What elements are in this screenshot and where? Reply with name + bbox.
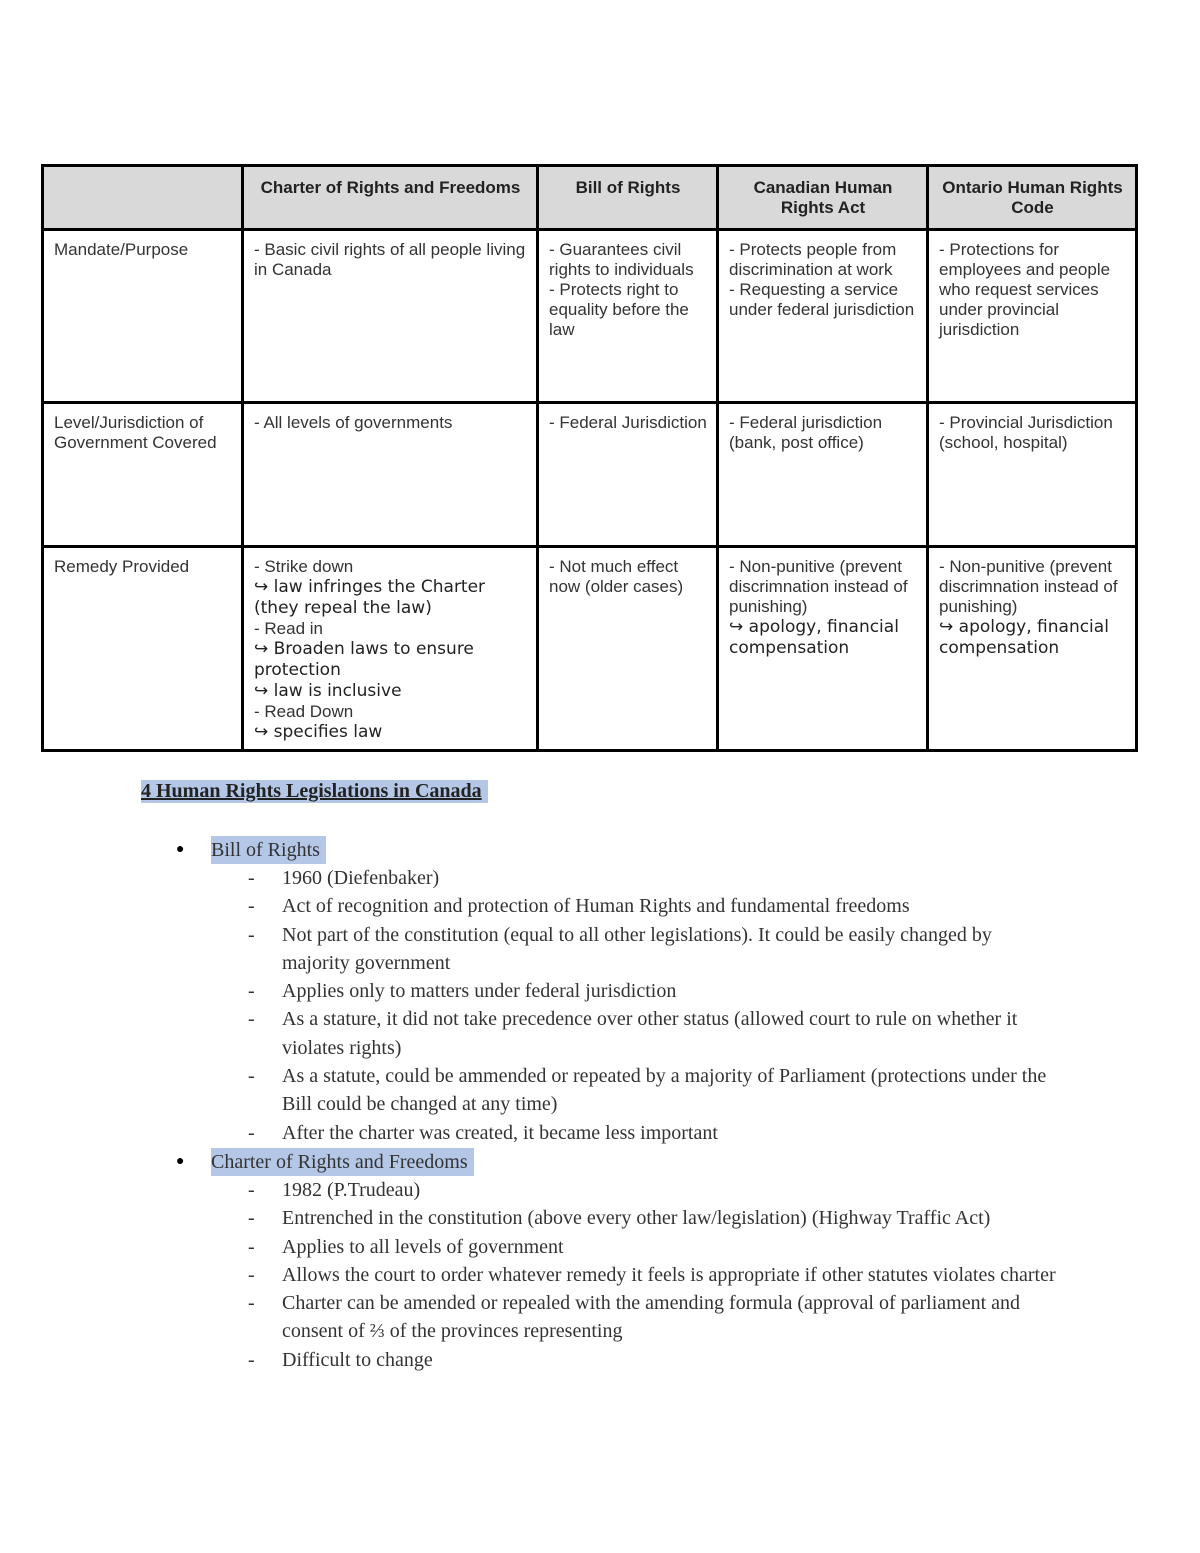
table-cell: [928, 230, 1137, 403]
table-header-row: [43, 166, 1137, 230]
cell-line: ↪ apology, financial compensation: [939, 617, 1109, 658]
list-item-text: As a statute, could be ammended or repeated by a majority of Parliament (protections under the Bill could be changed at any time): [282, 1065, 1047, 1116]
cell-line: ↪ apology, financial compensation: [729, 617, 899, 658]
table-cell: [718, 230, 928, 403]
dash-icon: -: [248, 895, 255, 918]
list-item: [172, 892, 1062, 920]
charter-label: Charter of Rights and Freedoms: [211, 1148, 474, 1176]
list-item: [172, 1119, 1062, 1147]
cell-line: - Not much effect now (older cases): [549, 557, 684, 596]
dash-icon: -: [248, 1008, 255, 1031]
list-item: [172, 1062, 1062, 1119]
row-label: Remedy Provided: [43, 547, 243, 751]
header-ontario-human-rights-code: Ontario Human Rights Code: [928, 166, 1137, 230]
list-item: [172, 1289, 1062, 1346]
legislation-comparison-table: [41, 164, 1138, 752]
list-item: [172, 1176, 1062, 1204]
list-item: [172, 1204, 1062, 1232]
section-title: 4 Human Rights Legislations in Canada: [141, 780, 488, 803]
table-cell: [538, 547, 718, 751]
dash-icon: -: [248, 867, 255, 889]
dash-icon: -: [248, 1292, 255, 1315]
bullet-icon: ●: [176, 1154, 185, 1169]
table-cell: [928, 403, 1137, 547]
cell-line: - Non-punitive (prevent discrimnation instead of punishing): [939, 557, 1123, 616]
cell-line: - Protects right to equality before the law: [549, 280, 694, 339]
list-item: [172, 864, 1062, 892]
header-canadian-human-rights-act: Canadian Human Rights Act: [718, 166, 928, 230]
dash-icon: -: [248, 1179, 255, 1201]
bill-of-rights-list: [172, 864, 1062, 1147]
list-item: [172, 1005, 1062, 1062]
list-item-text: Entrenched in the constitution (above every other law/legislation) (Highway Traffic Act): [282, 1207, 991, 1230]
table-row-remedy: [43, 547, 1137, 751]
list-item-text: 1982 (P.Trudeau): [282, 1179, 421, 1201]
table-cell: [243, 403, 538, 547]
bill-of-rights-label: Bill of Rights: [211, 836, 326, 864]
cell-line: - Federal jurisdiction (bank, post office): [729, 413, 887, 452]
row-label: Mandate/Purpose: [43, 230, 243, 403]
table-cell: [718, 403, 928, 547]
bullet-icon: ●: [176, 842, 185, 857]
table-cell: [538, 230, 718, 403]
dash-icon: -: [248, 1207, 255, 1230]
list-item-text: 1960 (Diefenbaker): [282, 867, 440, 889]
list-item-text: Charter can be amended or repealed with the amending formula (approval of parliament and consent of ⅔ of the provinces representing: [282, 1292, 1021, 1343]
table-cell: [928, 547, 1137, 751]
cell-line: - Requesting a service under federal jurisdiction: [729, 280, 915, 319]
list-item-text: Act of recognition and protection of Human Rights and fundamental freedoms: [282, 895, 910, 918]
row-label: Level/Jurisdiction of Government Covered: [43, 403, 243, 547]
cell-line: ↪ law is inclusive: [254, 681, 402, 701]
dash-icon: -: [248, 1235, 255, 1258]
list-item: [172, 1233, 1062, 1261]
cell-line: - Provincial Jurisdiction (school, hospital): [939, 413, 1118, 452]
dash-icon: -: [248, 1348, 255, 1371]
bill-of-rights-section: [172, 836, 1062, 1147]
cell-line: - Federal Jurisdiction: [549, 413, 707, 432]
dash-icon: -: [248, 980, 255, 1003]
table-cell: [243, 230, 538, 403]
table-cell: [243, 547, 538, 751]
list-item-text: Applies only to matters under federal jurisdiction: [282, 980, 677, 1003]
list-item: [172, 977, 1062, 1005]
table-cell: [538, 403, 718, 547]
dash-icon: -: [248, 1065, 255, 1088]
cell-line: - Protects people from discrimination at work: [729, 240, 901, 279]
charter-section: [172, 1148, 1062, 1374]
cell-line: - Guarantees civil rights to individuals: [549, 240, 694, 279]
list-item: [172, 921, 1062, 978]
dash-icon: -: [248, 1263, 255, 1286]
dash-icon: -: [248, 1121, 255, 1144]
list-item-text: Allows the court to order whatever remedy it feels is appropriate if other statutes violates charter: [282, 1263, 1056, 1286]
table-row-level: [43, 403, 1137, 547]
list-item-text: As a stature, it did not take precedence over other status (allowed court to rule on whether it violates rights): [282, 1008, 1018, 1059]
list-item-text: Applies to all levels of government: [282, 1235, 564, 1258]
cell-line: - Read in: [254, 619, 323, 638]
charter-list: [172, 1176, 1062, 1374]
dash-icon: -: [248, 923, 255, 946]
cell-line: - Read Down: [254, 702, 354, 721]
list-item-text: After the charter was created, it became less important: [282, 1121, 718, 1144]
cell-line: ↪ specifies law: [254, 722, 383, 742]
header-bill-of-rights: Bill of Rights: [538, 166, 718, 230]
table-row-mandate: [43, 230, 1137, 403]
cell-line: ↪ Broaden laws to ensure protection: [254, 639, 474, 680]
list-item-text: Difficult to change: [282, 1348, 433, 1371]
cell-line: - Protections for employees and people who request services under provincial jurisdiction: [939, 240, 1115, 339]
table-cell: [718, 547, 928, 751]
header-charter: Charter of Rights and Freedoms: [243, 166, 538, 230]
list-item-text: Not part of the constitution (equal to all other legislations). It could be easily changed by majority government: [282, 923, 992, 974]
bullet-heading: [172, 836, 1062, 864]
list-item: [172, 1261, 1062, 1289]
cell-line: - Non-punitive (prevent discrimnation instead of punishing): [729, 557, 913, 616]
bullet-heading: [172, 1148, 1062, 1176]
cell-line: - Strike down: [254, 557, 354, 576]
cell-line: - All levels of governments: [254, 413, 453, 432]
cell-line: - Basic civil rights of all people living in Canada: [254, 240, 530, 279]
cell-line: ↪ law infringes the Charter (they repeal the law): [254, 577, 486, 618]
header-blank-cell: [43, 166, 243, 230]
list-item: [172, 1346, 1062, 1374]
